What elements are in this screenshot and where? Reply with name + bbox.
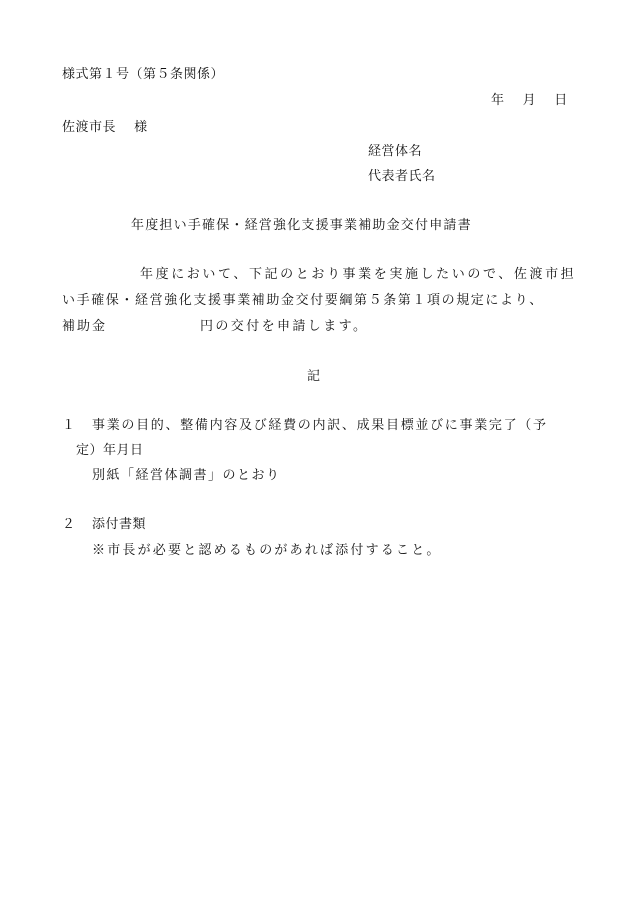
document-title: 年度担い手確保・経営強化支援事業補助金交付申請書: [131, 218, 472, 233]
subsidy-label: 補助金: [62, 319, 108, 334]
item-detail: 別紙「経営体調書」のとおり: [92, 468, 281, 483]
item-title: 添付書類: [92, 517, 147, 532]
item-title-continued: 定）年月日: [76, 443, 144, 458]
body-line-2: い手確保・経営強化支援事業補助金交付要綱第５条第１項の規定により、: [62, 293, 544, 308]
representative-name-label: 代表者氏名: [368, 169, 436, 184]
item-number: １: [62, 418, 76, 433]
addressee: 佐渡市長 様: [62, 120, 148, 135]
body-line-1: 年度において、下記のとおり事業を実施したいので、佐渡市担: [140, 267, 577, 282]
item-number: ２: [62, 517, 76, 532]
date-line: 年 月 日: [491, 93, 568, 108]
business-name-label: 経営体名: [368, 144, 423, 159]
form-number-label: 様式第１号（第５条関係）: [62, 67, 225, 82]
body-line-3: 円の交付を申請します。: [200, 319, 369, 334]
item-title: 事業の目的、整備内容及び経費の内訳、成果目標並びに事業完了（予: [92, 418, 548, 433]
ki-heading: 記: [307, 369, 321, 384]
item-detail: ※市長が必要と認めるものがあれば添付すること。: [92, 543, 442, 558]
